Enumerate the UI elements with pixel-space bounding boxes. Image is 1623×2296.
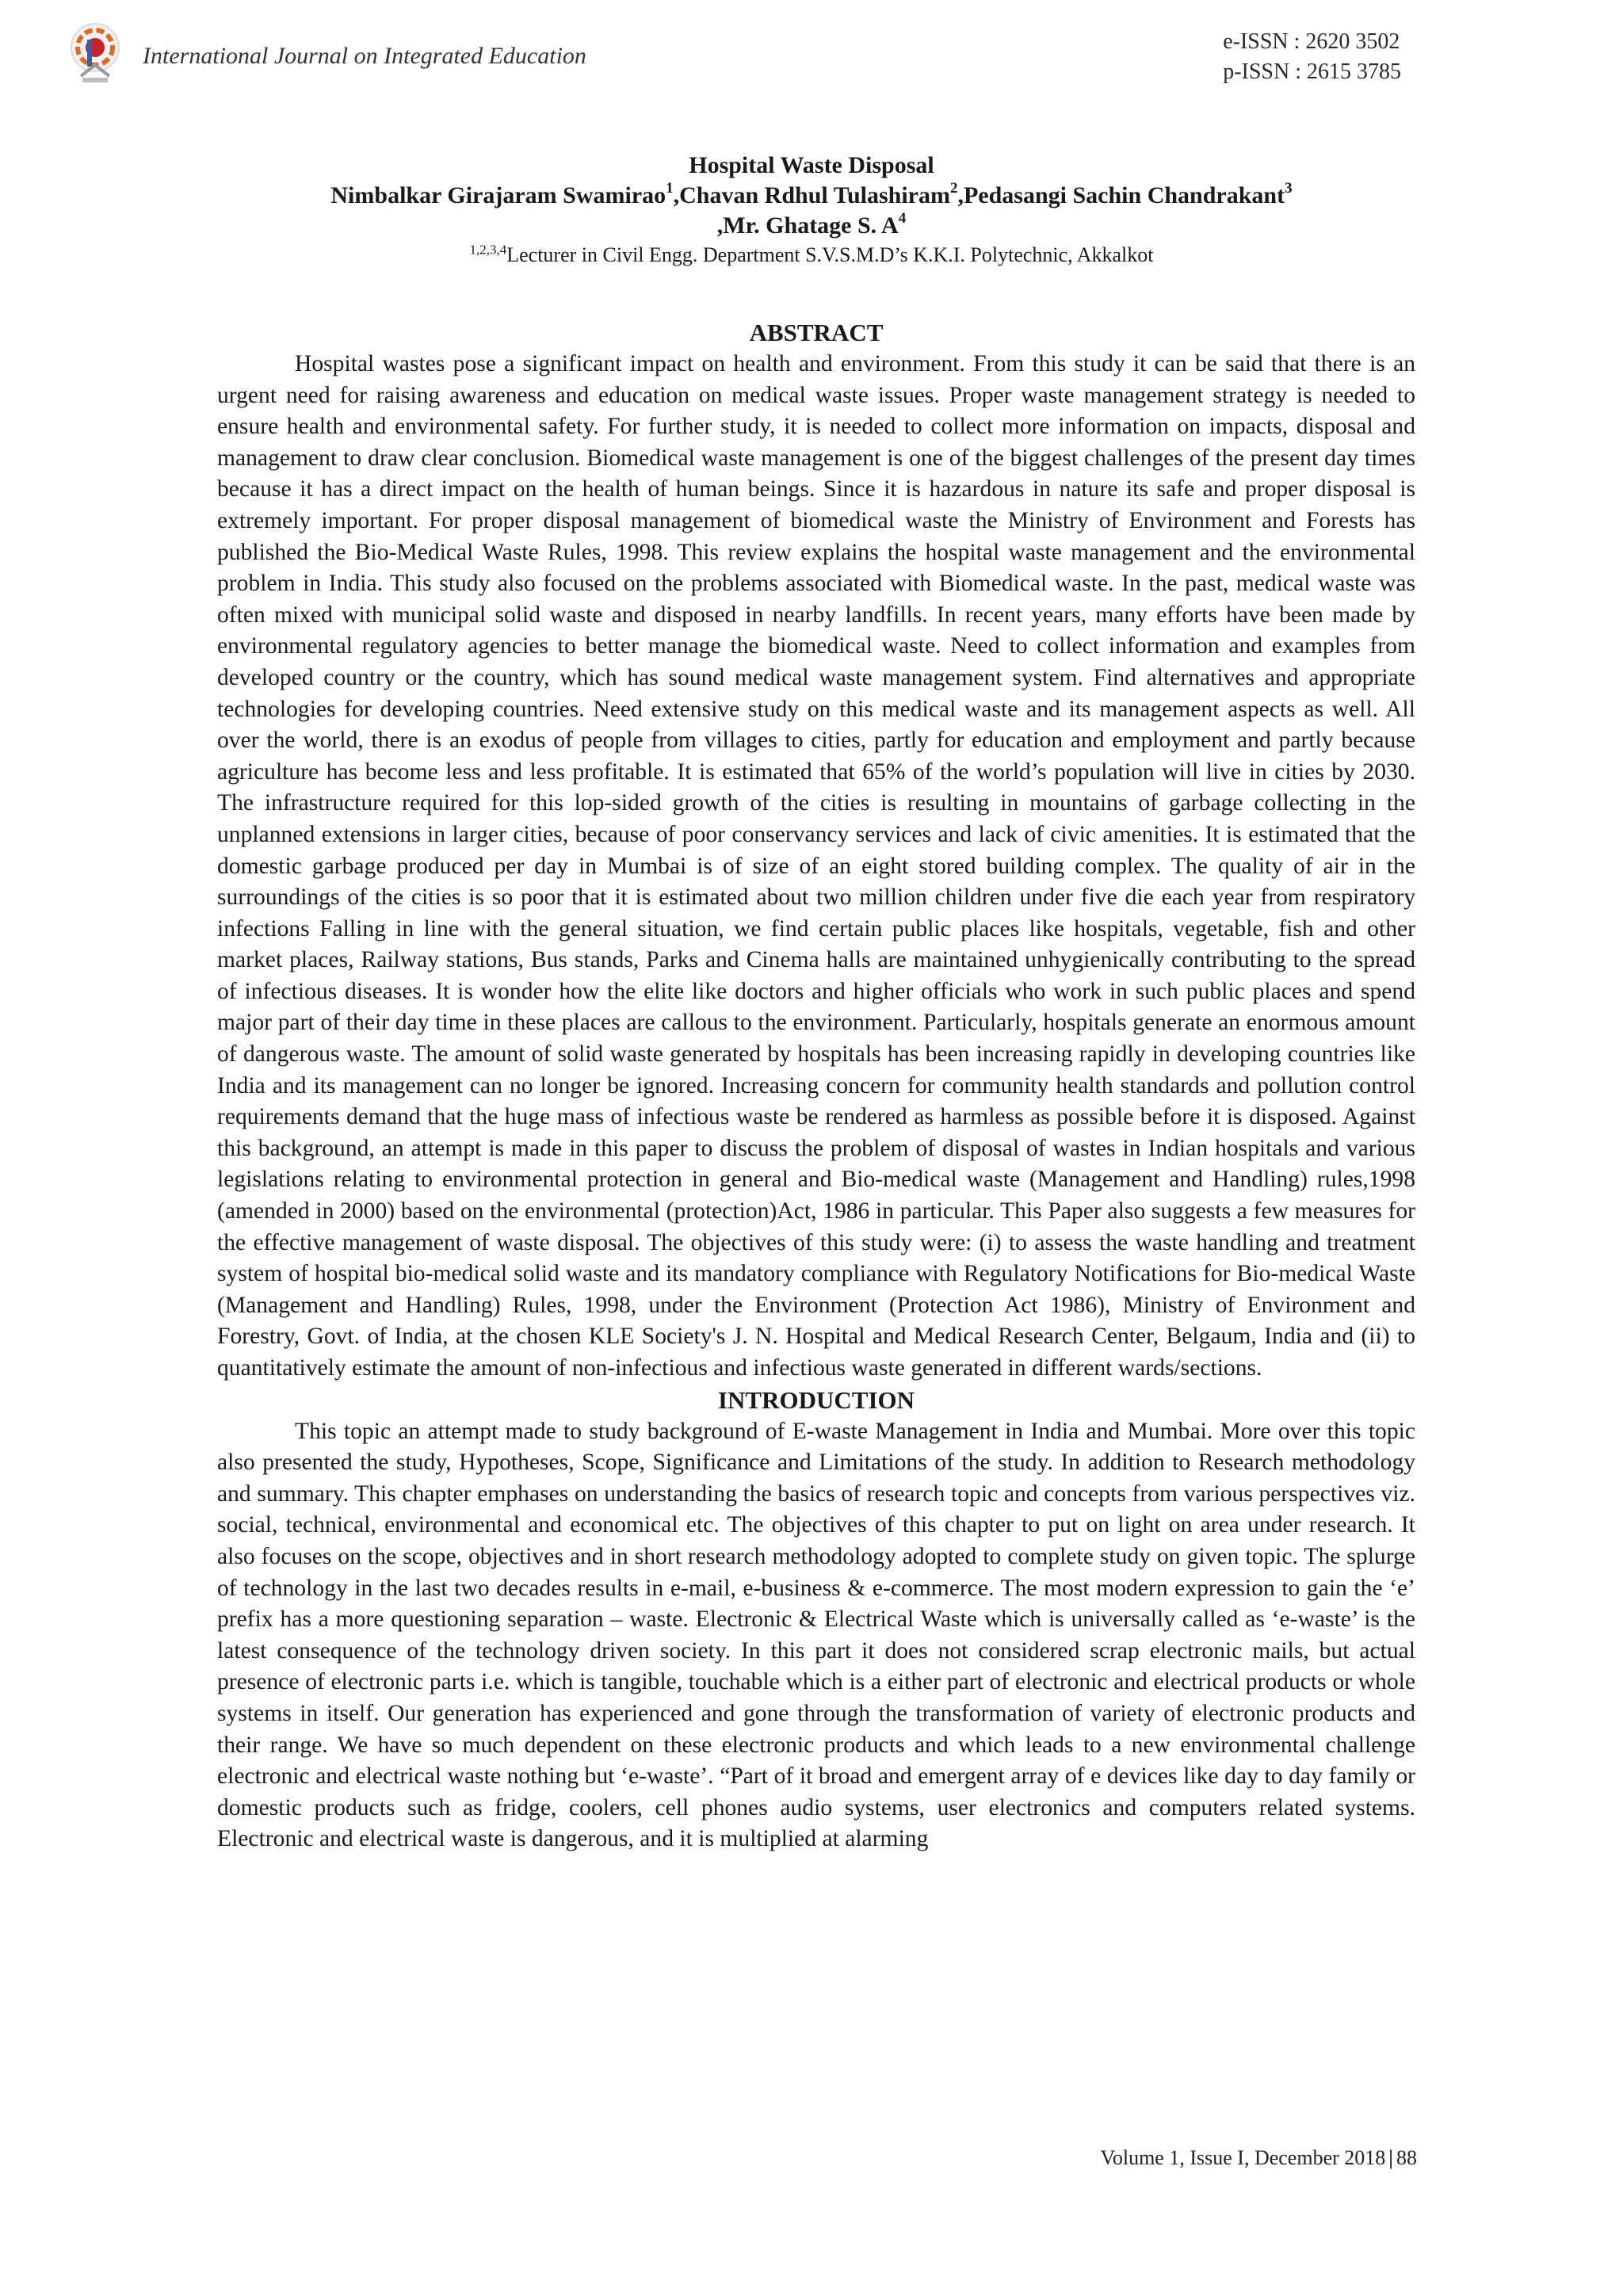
page-footer [1100, 2146, 1417, 2170]
author-name: Nimbalkar Girajaram Swamirao [330, 182, 666, 208]
abstract-text: Hospital wastes pose a significant impact on health and environment. From this study it can be said that there is an urgent need for raising awareness and education on medical waste issues. Proper waste management strategy is needed to ensure health and environmental safety. For further study, it is needed to collect more information on impacts, disposal and management to draw clear conclusion. Biomedical waste management is one of the biggest challenges of the present day times because it has a direct impact on the health of human beings. Since it is hazardous in nature its safe and proper disposal is extremely important. For proper disposal management of biomedical waste the Ministry of Environment and Forests has published the Bio-Medical Waste Rules, 1998. This review explains the hospital waste management and the environmental problem in India. This study also focused on the problems associated with Biomedical waste. In the past, medical waste was often mixed with municipal solid waste and disposed in nearby landfills. In recent years, many efforts have been made by environmental regulatory agencies to better manage the biomedical waste. Need to collect information and examples from developed country or the country, which has sound medical waste management system. Find alternatives and appropriate technologies for developing countries. Need extensive study on this medical waste and its management aspects as well. All over the world, there is an exodus of people from villages to cities, partly for education and employment and partly because agriculture has become less and less profitable. It is estimated that 65% of the world’s population will live in cities by 2030. The infrastructure required for this lop-sided growth of the cities is resulting in mountains of garbage collecting in the unplanned extensions in larger cities, because of poor conservancy services and lack of civic amenities. It is estimated that the domestic garbage produced per day in Mumbai is of size of an eight stored building complex. The quality of air in the surroundings of the cities is so poor that it is estimated about two million children under five die each year from respiratory infections Falling in line with the general situation, we find certain public places like hospitals, vegetable, fish and other market places, Railway stations, Bus stands, Parks and Cinema halls are maintained unhygienically contributing to the spread of infectious diseases. It is wonder how the elite like doctors and higher officials who work in such public places and spend major part of their day time in these places are callous to the environment. Particularly, hospitals generate an enormous amount of dangerous waste. The amount of solid waste generated by hospitals has been increasing rapidly in developing countries like India and its management can no longer be ignored. Increasing concern for community health standards and pollution control requirements demand that the huge mass of infectious waste be rendered as harmless as possible before it is disposed. Against this background, an attempt is made in this paper to discuss the problem of disposal of wastes in Indian hospitals and various legislations relating to environmental protection in general and Bio-medical waste (Management and Handling) rules,1998 (amended in 2000) based on the environmental (protection)Act, 1986 in particular. This Paper also suggests a few measures for the effective management of waste disposal. The objectives of this study were: (i) to assess the waste handling and treatment system of hospital bio-medical solid waste and its mandatory compliance with Regulatory Notifications for Bio-medical Waste (Management and Handling) Rules, 1998, under the Environment (Protection Act 1986), Ministry of Environment and Forestry, Govt. of India, at the chosen KLE Society's J. N. Hospital and Medical Research Center, Belgaum, India and (ii) to quantitatively estimate the amount of non-infectious and infectious waste generated in different wards/sections. [217, 351, 1415, 1381]
introduction-text: This topic an attempt made to study background of E-waste Management in India and Mumbai. More over this topic also presented the study, Hypotheses, Scope, Significance and Limitations of the study. In addition to Research methodology and summary. This chapter emphases on understanding the basics of research topic and concepts from various perspectives viz. social, technical, environmental and economical etc. The objectives of this chapter to put on light on area under research. It also focuses on the scope, objectives and in short research methodology adopted to complete study on given topic. The splurge of technology in the last two decades results in e-mail, e-business & e-commerce. The most modern expression to gain the ‘e’ prefix has a more questioning separation – waste. Electronic & Electrical Waste which is universally called as ‘e-waste’ is the latest consequence of the technology driven society. In this part it does not considered scrap electronic mails, but actual presence of electronic parts i.e. which is tangible, touchable which is a either part of electronic and electrical products or whole systems in itself. Our generation has experienced and gone through the transformation of variety of electronic products and their range. We have so much dependent on these electronic products and which leads to a new environmental challenge electronic and electrical waste nothing but ‘e-waste’. “Part of it broad and emergent array of e devices like day to day family or domestic products such as fridge, coolers, cell phones audio systems, user electronics and computers related systems. Electronic and electrical waste is dangerous, and it is multiplied at alarming [217, 1418, 1415, 1852]
title-block [0, 151, 1623, 269]
author-line-1 [0, 181, 1623, 211]
issn-block [1223, 27, 1401, 87]
author-sup: 3 [1285, 180, 1293, 197]
paper-title: Hospital Waste Disposal [689, 152, 934, 178]
journal-logo-icon [67, 21, 124, 89]
author-sup: 4 [898, 210, 907, 227]
affiliation [0, 241, 1623, 269]
affiliation-text: Lecturer in Civil Engg. Department S.V.S.M.D’s K.K.I. Polytechnic, Akkalkot [506, 243, 1154, 266]
journal-name: International Journal on Integrated Education [143, 43, 586, 69]
author-sup: 1 [666, 180, 674, 197]
footer-separator: | [1388, 2146, 1393, 2169]
author-line-2 [0, 211, 1623, 241]
volume-info: Volume 1, Issue I, December 2018 [1100, 2146, 1386, 2169]
affiliation-sup: 1,2,3,4 [469, 242, 507, 258]
page-header [0, 0, 1623, 103]
author-name: ,Pedasangi Sachin Chandrakant [957, 182, 1285, 208]
pissn: p-ISSN : 2615 3785 [1223, 59, 1401, 84]
author-sup: 2 [949, 180, 958, 197]
eissn: e-ISSN : 2620 3502 [1223, 29, 1400, 54]
author-name: ,Mr. Ghatage S. A [716, 212, 899, 239]
abstract-heading: ABSTRACT [749, 319, 884, 346]
introduction-heading: INTRODUCTION [717, 1385, 915, 1414]
page-number: 88 [1396, 2146, 1417, 2169]
paper-body [217, 317, 1415, 1855]
author-name: ,Chavan Rdhul Tulashiram [673, 182, 950, 208]
